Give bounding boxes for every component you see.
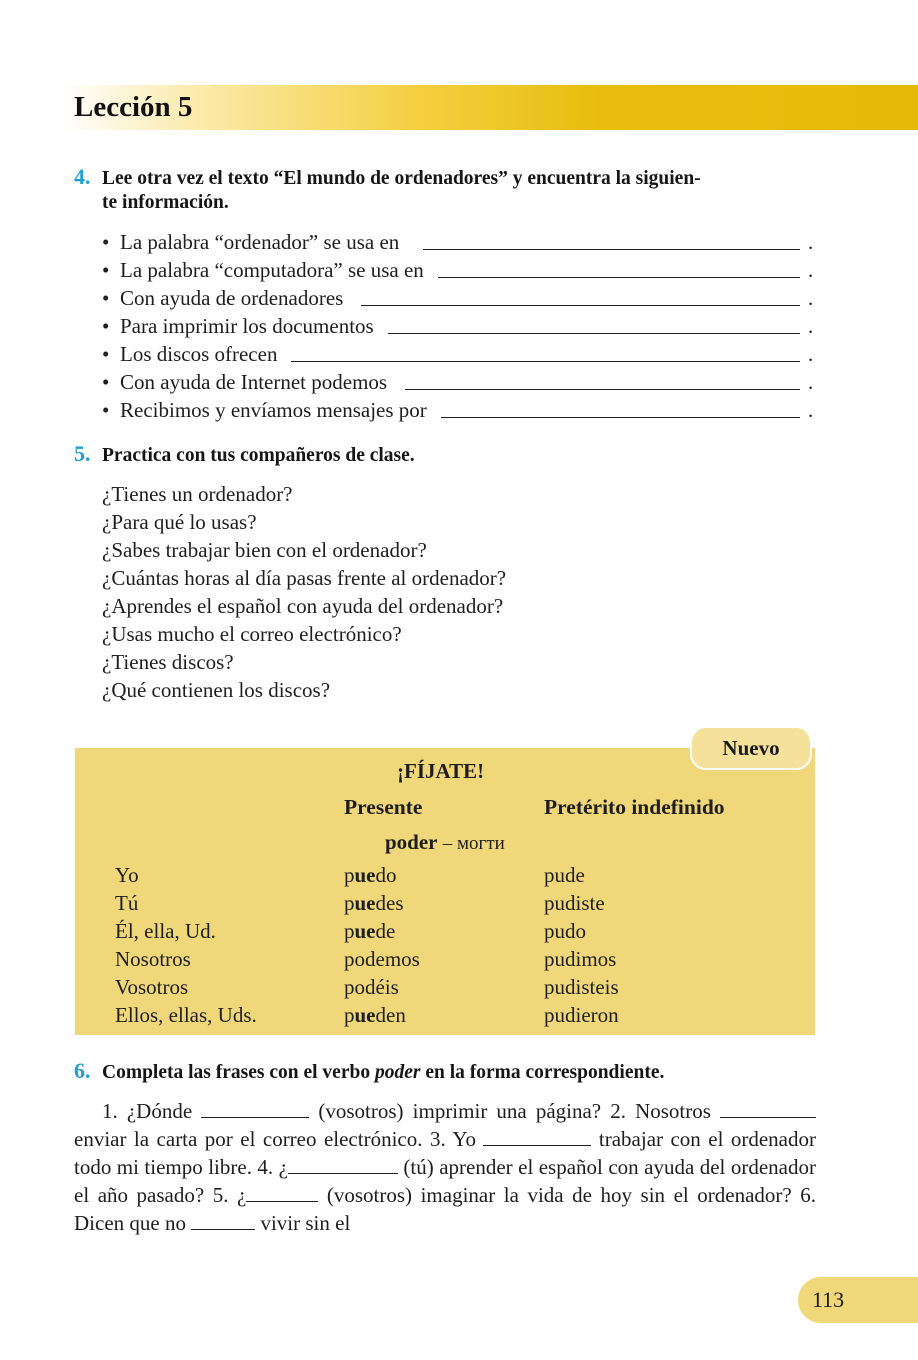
item-text: Recibimos y envíamos mensajes por bbox=[120, 398, 427, 422]
conjugation-row bbox=[75, 889, 815, 917]
answer-blank[interactable] bbox=[246, 1183, 318, 1202]
bullet-icon: • bbox=[102, 342, 110, 366]
fijate-title: ¡FÍJATE! bbox=[397, 759, 485, 783]
present-form: puedes bbox=[344, 891, 404, 915]
question-item: ¿Usas mucho el correo electrónico? bbox=[102, 622, 402, 646]
present-form: pueden bbox=[344, 1003, 406, 1027]
answer-blank[interactable] bbox=[423, 248, 800, 250]
page-number: 113 bbox=[812, 1287, 845, 1312]
list-item: • Recibimos y envíamos mensajes por . bbox=[102, 398, 814, 422]
preterite-form: pude bbox=[544, 863, 585, 887]
conjugation-row bbox=[75, 917, 815, 945]
preterite-form: pudisteis bbox=[544, 975, 619, 999]
question-item: ¿Aprendes el español con ayuda del ordenador? bbox=[102, 594, 504, 618]
pronoun: Ellos, ellas, Uds. bbox=[115, 1003, 257, 1027]
present-form: puedo bbox=[344, 863, 397, 887]
exercise-6-instruction: Completa las frases con el verbo poder en la forma correspondiente. bbox=[102, 1062, 665, 1083]
question-item: ¿Tienes un ordenador? bbox=[102, 482, 293, 506]
bullet-icon: • bbox=[102, 230, 110, 254]
lesson-title: Lección 5 bbox=[74, 91, 193, 123]
column-header-preterite: Pretérito indefinido bbox=[544, 795, 725, 819]
answer-blank[interactable] bbox=[191, 1211, 255, 1230]
exercise-5-instruction: Practica con tus compañeros de clase. bbox=[102, 445, 415, 466]
bullet-icon: • bbox=[102, 398, 110, 422]
item-text: La palabra “ordenador” se usa en bbox=[120, 230, 400, 254]
answer-blank[interactable] bbox=[720, 1099, 816, 1118]
pronoun: Yo bbox=[115, 863, 139, 887]
preterite-form: pudo bbox=[544, 919, 586, 943]
preterite-form: pudimos bbox=[544, 947, 617, 971]
answer-blank[interactable] bbox=[288, 1155, 398, 1174]
exercise-4-instruction-line-2: te información. bbox=[102, 192, 229, 213]
pronoun: Nosotros bbox=[115, 947, 191, 971]
conjugation-row bbox=[75, 861, 815, 889]
pronoun: Él, ella, Ud. bbox=[115, 919, 216, 943]
exercise-4-list bbox=[102, 228, 814, 424]
list-item: • Los discos ofrecen . bbox=[102, 342, 814, 366]
answer-blank[interactable] bbox=[361, 304, 800, 306]
answer-blank[interactable] bbox=[388, 332, 800, 334]
exercise-4-instruction-line-1: Lee otra vez el texto “El mundo de ordenadores” y encuentra la siguien- bbox=[102, 168, 701, 189]
conjugation-row bbox=[75, 1001, 815, 1029]
nuevo-tab: Nuevo bbox=[690, 726, 812, 770]
answer-blank[interactable] bbox=[291, 360, 800, 362]
bullet-icon: • bbox=[102, 314, 110, 338]
bullet-icon: • bbox=[102, 370, 110, 394]
exercise-4-number: 4. bbox=[74, 164, 91, 189]
pronoun: Tú bbox=[115, 891, 139, 915]
answer-blank[interactable] bbox=[201, 1099, 309, 1118]
verb-poder: poder bbox=[374, 1062, 421, 1083]
conjugation-row bbox=[75, 945, 815, 973]
item-text: Para imprimir los documentos bbox=[120, 314, 374, 338]
item-text: Con ayuda de Internet podemos bbox=[120, 370, 388, 394]
item-text: La palabra “computadora” se usa en bbox=[120, 258, 424, 282]
answer-blank[interactable] bbox=[441, 416, 800, 418]
item-text: Los discos ofrecen bbox=[120, 342, 278, 366]
exercise-6-number: 6. bbox=[74, 1058, 91, 1083]
preterite-form: pudieron bbox=[544, 1003, 619, 1027]
question-item: ¿Cuántas horas al día pasas frente al ordenador? bbox=[102, 566, 507, 590]
item-text: Con ayuda de ordenadores bbox=[120, 286, 344, 310]
exercise-6-paragraph: 1. ¿Dónde (vosotros) imprimir una página? 2. Nosotros enviar la carta por el correo electrónico. 3. Yo trabajar con el ordenador todo mi tiempo libre. 4. ¿ (tú) aprender el español con ayuda del ordenador el año pasado? 5. ¿ (vosotros) imaginar la vida de hoy sin el ordenador? 6. Dicen que no vivir sin el bbox=[74, 1099, 817, 1235]
column-header-present: Presente bbox=[344, 795, 423, 819]
exercise-5-number: 5. bbox=[74, 441, 91, 466]
present-form: podemos bbox=[344, 947, 420, 971]
conjugation-row bbox=[75, 973, 815, 1001]
question-item: ¿Tienes discos? bbox=[102, 650, 234, 674]
preterite-form: pudiste bbox=[544, 891, 605, 915]
verb-infinitive: poder bbox=[385, 830, 438, 854]
fijate-grammar-box bbox=[75, 748, 815, 1035]
list-item: • La palabra “computadora” se usa en . bbox=[102, 258, 814, 282]
pronoun: Vosotros bbox=[115, 975, 189, 999]
present-form: puede bbox=[344, 919, 396, 943]
list-item: • La palabra “ordenador” se usa en . bbox=[102, 230, 814, 254]
exercise-5-questions bbox=[102, 480, 506, 704]
question-item: ¿Para qué lo usas? bbox=[102, 510, 257, 534]
answer-blank[interactable] bbox=[405, 388, 800, 390]
list-item: • Para imprimir los documentos . bbox=[102, 314, 814, 338]
list-item: • Con ayuda de Internet podemos . bbox=[102, 370, 814, 394]
list-item: • Con ayuda de ordenadores . bbox=[102, 286, 814, 310]
bullet-icon: • bbox=[102, 258, 110, 282]
verb-heading bbox=[385, 828, 505, 858]
answer-blank[interactable] bbox=[483, 1127, 591, 1146]
present-form: podéis bbox=[344, 975, 399, 999]
verb-translation: – могти bbox=[442, 833, 505, 854]
question-item: ¿Qué contienen los discos? bbox=[102, 678, 331, 702]
bullet-icon: • bbox=[102, 286, 110, 310]
question-item: ¿Sabes trabajar bien con el ordenador? bbox=[102, 538, 427, 562]
answer-blank[interactable] bbox=[438, 276, 800, 278]
